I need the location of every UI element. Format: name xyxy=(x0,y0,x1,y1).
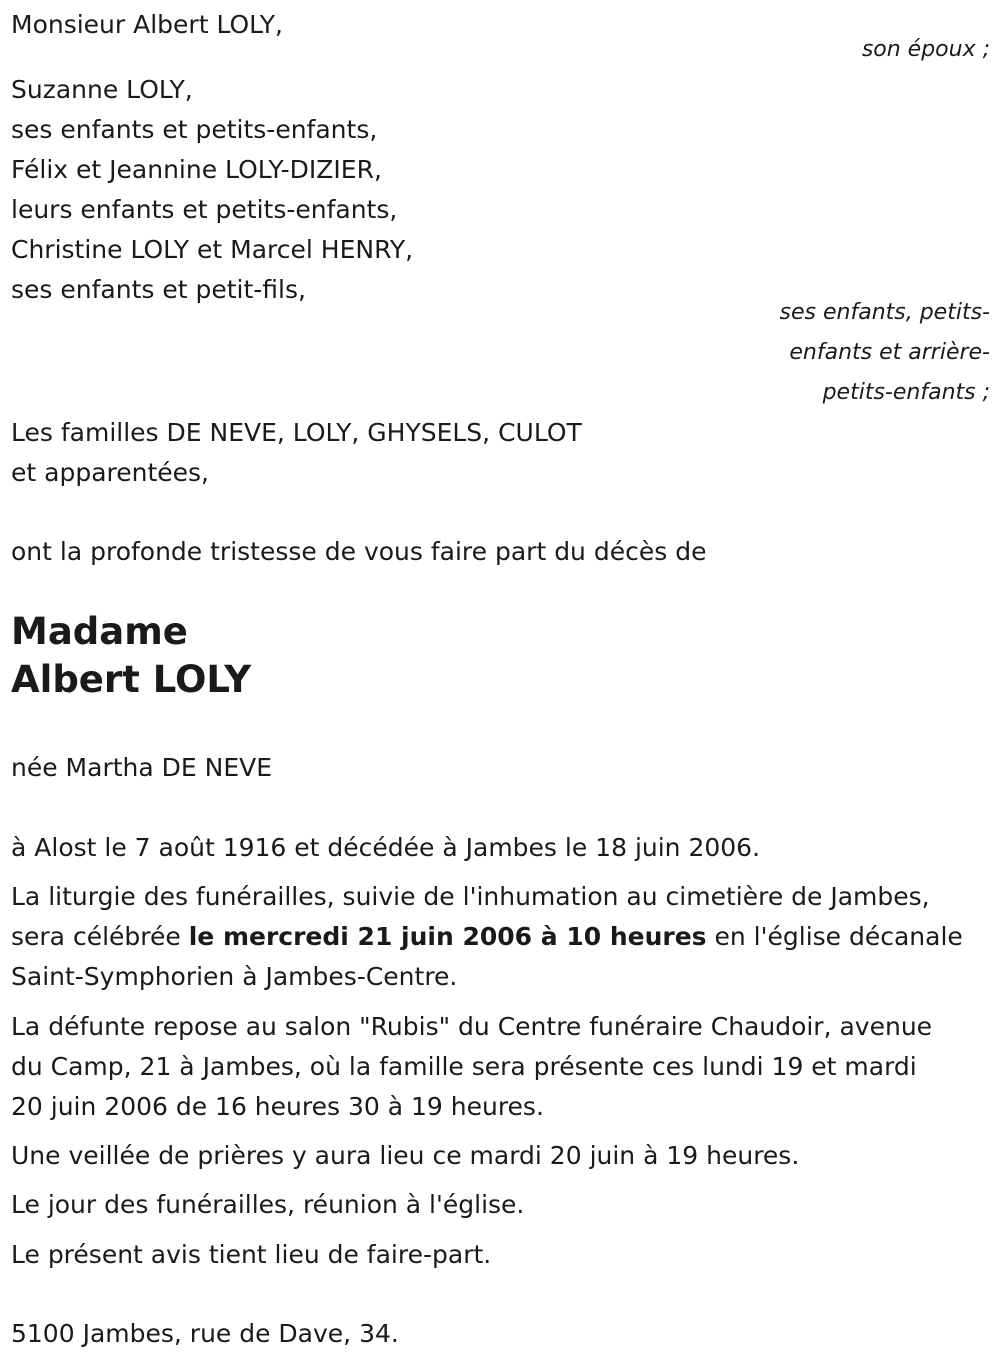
repose-line: du Camp, 21 à Jambes, où la famille sera présente ces lundi 19 et mardi xyxy=(11,1052,917,1081)
birth-name: née Martha DE NEVE xyxy=(11,753,273,782)
children-role-line: petits-enfants ; xyxy=(822,380,990,405)
announcement: ont la profonde tristesse de vous faire part du décès de xyxy=(11,537,707,566)
funeral-post: en l'église décanale xyxy=(706,922,963,951)
funeral-line: La liturgie des funérailles, suivie de l'inhumation au cimetière de Jambes, xyxy=(11,882,930,911)
husband-line: Monsieur Albert LOLY, xyxy=(11,10,283,39)
children-role-line: enfants et arrière- xyxy=(789,340,990,365)
family-line: Suzanne LOLY, xyxy=(11,75,193,104)
vigil-line: Une veillée de prières y aura lieu ce mardi 20 juin à 19 heures. xyxy=(11,1141,800,1170)
funeral-date: le mercredi 21 juin 2006 à 10 heures xyxy=(188,922,707,951)
notice-line: Le présent avis tient lieu de faire-part. xyxy=(11,1240,492,1269)
families-line: et apparentées, xyxy=(11,458,209,487)
funeral-pre: sera célébrée xyxy=(11,922,189,951)
birth-death-line: à Alost le 7 août 1916 et décédée à Jambes le 18 juin 2006. xyxy=(11,833,761,862)
deceased-name: Albert LOLY xyxy=(11,658,252,701)
funeral-line: Saint-Symphorien à Jambes-Centre. xyxy=(11,962,458,991)
funeral-line xyxy=(11,917,963,957)
family-line: Christine LOLY et Marcel HENRY, xyxy=(11,235,414,264)
address-line: 5100 Jambes, rue de Dave, 34. xyxy=(11,1319,399,1348)
deceased-title: Madame xyxy=(11,610,188,653)
children-role-line: ses enfants, petits- xyxy=(779,300,990,325)
family-line: Félix et Jeannine LOLY-DIZIER, xyxy=(11,155,382,184)
husband-role: son époux ; xyxy=(861,37,990,62)
family-line: ses enfants et petit-fils, xyxy=(11,275,306,304)
families-line: Les familles DE NEVE, LOLY, GHYSELS, CULOT xyxy=(11,418,582,447)
repose-line: 20 juin 2006 de 16 heures 30 à 19 heures. xyxy=(11,1092,544,1121)
family-line: leurs enfants et petits-enfants, xyxy=(11,195,398,224)
family-line: ses enfants et petits-enfants, xyxy=(11,115,378,144)
meeting-line: Le jour des funérailles, réunion à l'église. xyxy=(11,1190,525,1219)
repose-line: La défunte repose au salon "Rubis" du Centre funéraire Chaudoir, avenue xyxy=(11,1012,933,1041)
